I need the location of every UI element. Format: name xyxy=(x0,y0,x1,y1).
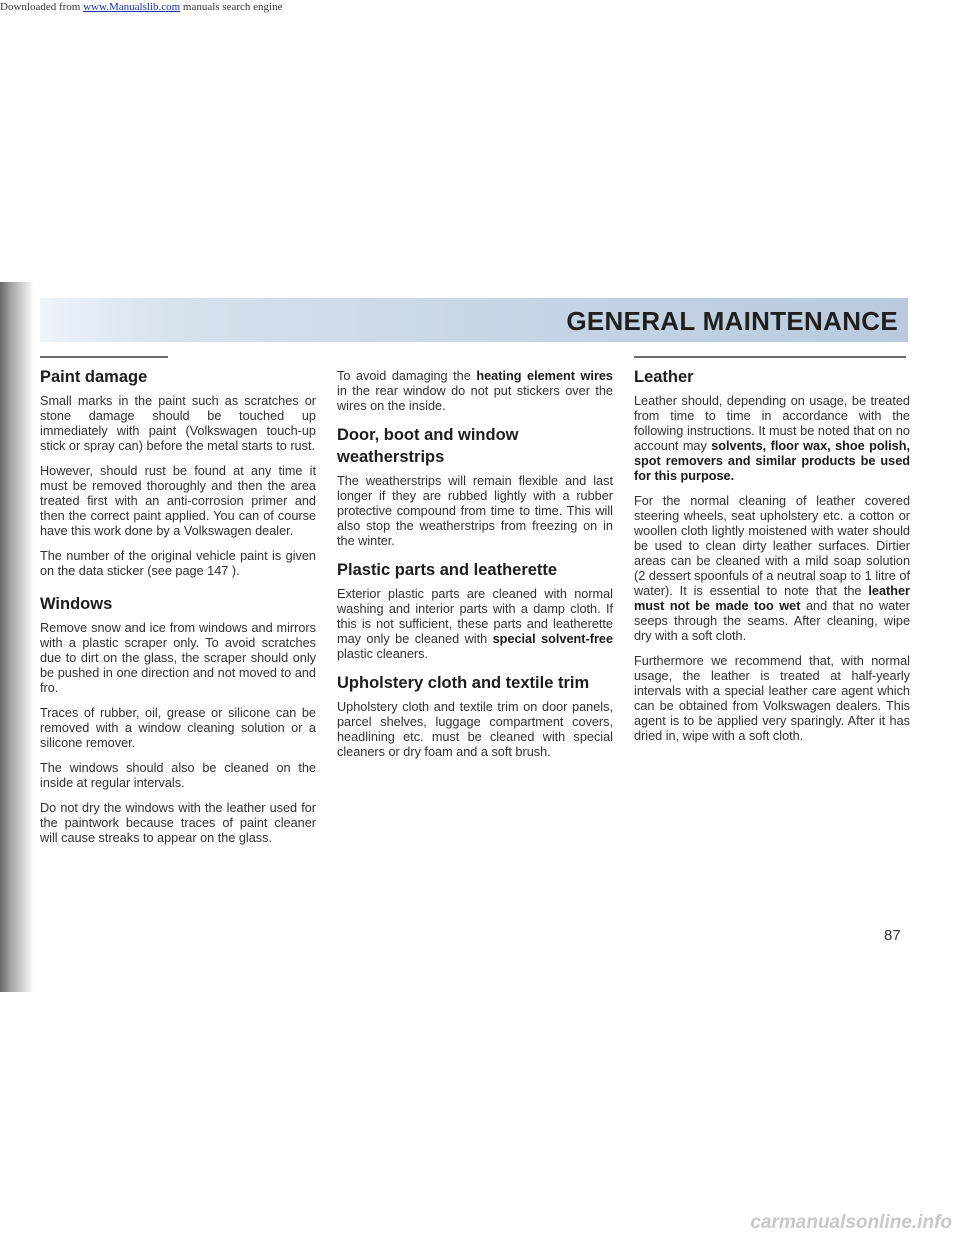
text-run: For the normal cleaning of leather covered steering wheels, seat upholstery etc. a cotton or woollen cloth lightly moistened with water should be used to clean dirty leather surfaces. Dirtier areas can be cleaned with a mild soap solution (2 dessert spoonfuls of a neutral soap to 1 litre of water). It is essential to note that the xyxy=(634,494,910,598)
page-number: 87 xyxy=(884,927,901,944)
column-left xyxy=(40,366,316,856)
paragraph: Remove snow and ice from windows and mirrors with a plastic scraper only. To avoid scratches due to dirt on the glass, the scraper should only be pushed in one direction and not moved to and fro. xyxy=(40,621,316,695)
paragraph xyxy=(337,587,613,662)
paragraph: Do not dry the windows with the leather used for the paintwork because traces of paint cleaner will cause streaks to appear on the glass. xyxy=(40,801,316,845)
paragraph: Furthermore we recommend that, with normal usage, the leather is treated at half-yearly intervals with a special leather care agent which can be obtained from Volkswagen dealers. This agent is to be applied very sparingly. After it has dried in, wipe with a soft cloth. xyxy=(634,654,910,743)
text-run: in the rear window do not put stickers over the wires on the inside. xyxy=(337,384,613,413)
paragraph xyxy=(337,369,613,414)
heading-weatherstrips: Door, boot and window weatherstrips xyxy=(337,426,519,466)
text-run: plastic cleaners. xyxy=(337,647,428,661)
paragraph xyxy=(634,394,910,484)
paragraph: The windows should also be cleaned on the inside at regular intervals. xyxy=(40,761,316,790)
download-notice-prefix: Downloaded from xyxy=(0,1,84,13)
page-binding-shadow xyxy=(0,282,34,992)
heading-plastic-parts: Plastic parts and leatherette xyxy=(337,561,558,579)
download-notice-suffix: manuals search engine xyxy=(180,1,283,13)
text-run: and that no water seeps through the seams. After cleaning, wipe dry with a soft cloth. xyxy=(634,599,910,643)
heading-paint-damage: Paint damage xyxy=(40,368,148,386)
manualslib-link[interactable]: www.Manualslib.com xyxy=(83,1,181,13)
emphasis: heating element wires xyxy=(476,369,613,383)
paragraph: Traces of rubber, oil, grease or silicone can be removed with a window cleaning solution or a silicone remover. xyxy=(40,706,316,750)
column-right xyxy=(634,366,910,754)
text-run: To avoid damaging the xyxy=(337,369,477,383)
download-notice xyxy=(0,0,960,14)
heading-windows: Windows xyxy=(40,595,113,613)
paragraph: Small marks in the paint such as scratches or stone damage should be touched up immediately with paint (Volkswagen touch-up stick or spray can) before the metal starts to rust. xyxy=(40,394,316,453)
column-rule-right xyxy=(634,356,906,358)
paragraph xyxy=(634,494,910,644)
column-rule-left xyxy=(40,356,168,358)
text-run: Leather should, depending on usage, be treated from time to time in accordance with the following instructions. It must be noted that on no account may xyxy=(634,394,910,453)
emphasis: special solvent-free xyxy=(492,632,613,646)
paragraph: The weatherstrips will remain flexible and last longer if they are rubbed lightly with a rubber protective compound from time to time. This will also stop the weatherstrips from freezing on in the winter. xyxy=(337,474,613,548)
section-banner xyxy=(40,298,908,342)
paragraph: However, should rust be found at any time it must be removed thoroughly and then the area treated first with an anti-corrosion primer and then the correct paint applied. You can of course have this work done by a Volkswagen dealer. xyxy=(40,464,316,538)
column-middle xyxy=(337,369,613,770)
emphasis: solvents, floor wax, shoe polish, spot removers and similar products be used for this purpose. xyxy=(634,439,910,483)
paragraph: The number of the original vehicle paint is given on the data sticker (see page 147 ). xyxy=(40,549,316,578)
heading-leather: Leather xyxy=(634,368,694,386)
heading-upholstery: Upholstery cloth and textile trim xyxy=(337,674,590,692)
text-run: Exterior plastic parts are cleaned with normal washing and interior parts with a damp cloth. If this is not sufficient, these parts and leatherette may only be cleaned with xyxy=(337,587,613,646)
emphasis: leather must not be made too wet xyxy=(634,584,910,613)
section-title: GENERAL MAINTENANCE xyxy=(566,306,898,336)
watermark-footer: carmanualsonline.info xyxy=(750,1212,952,1233)
paragraph: Upholstery cloth and textile trim on door panels, parcel shelves, luggage compartment covers, headlining etc. must be cleaned with special cleaners or dry foam and a soft brush. xyxy=(337,700,613,759)
